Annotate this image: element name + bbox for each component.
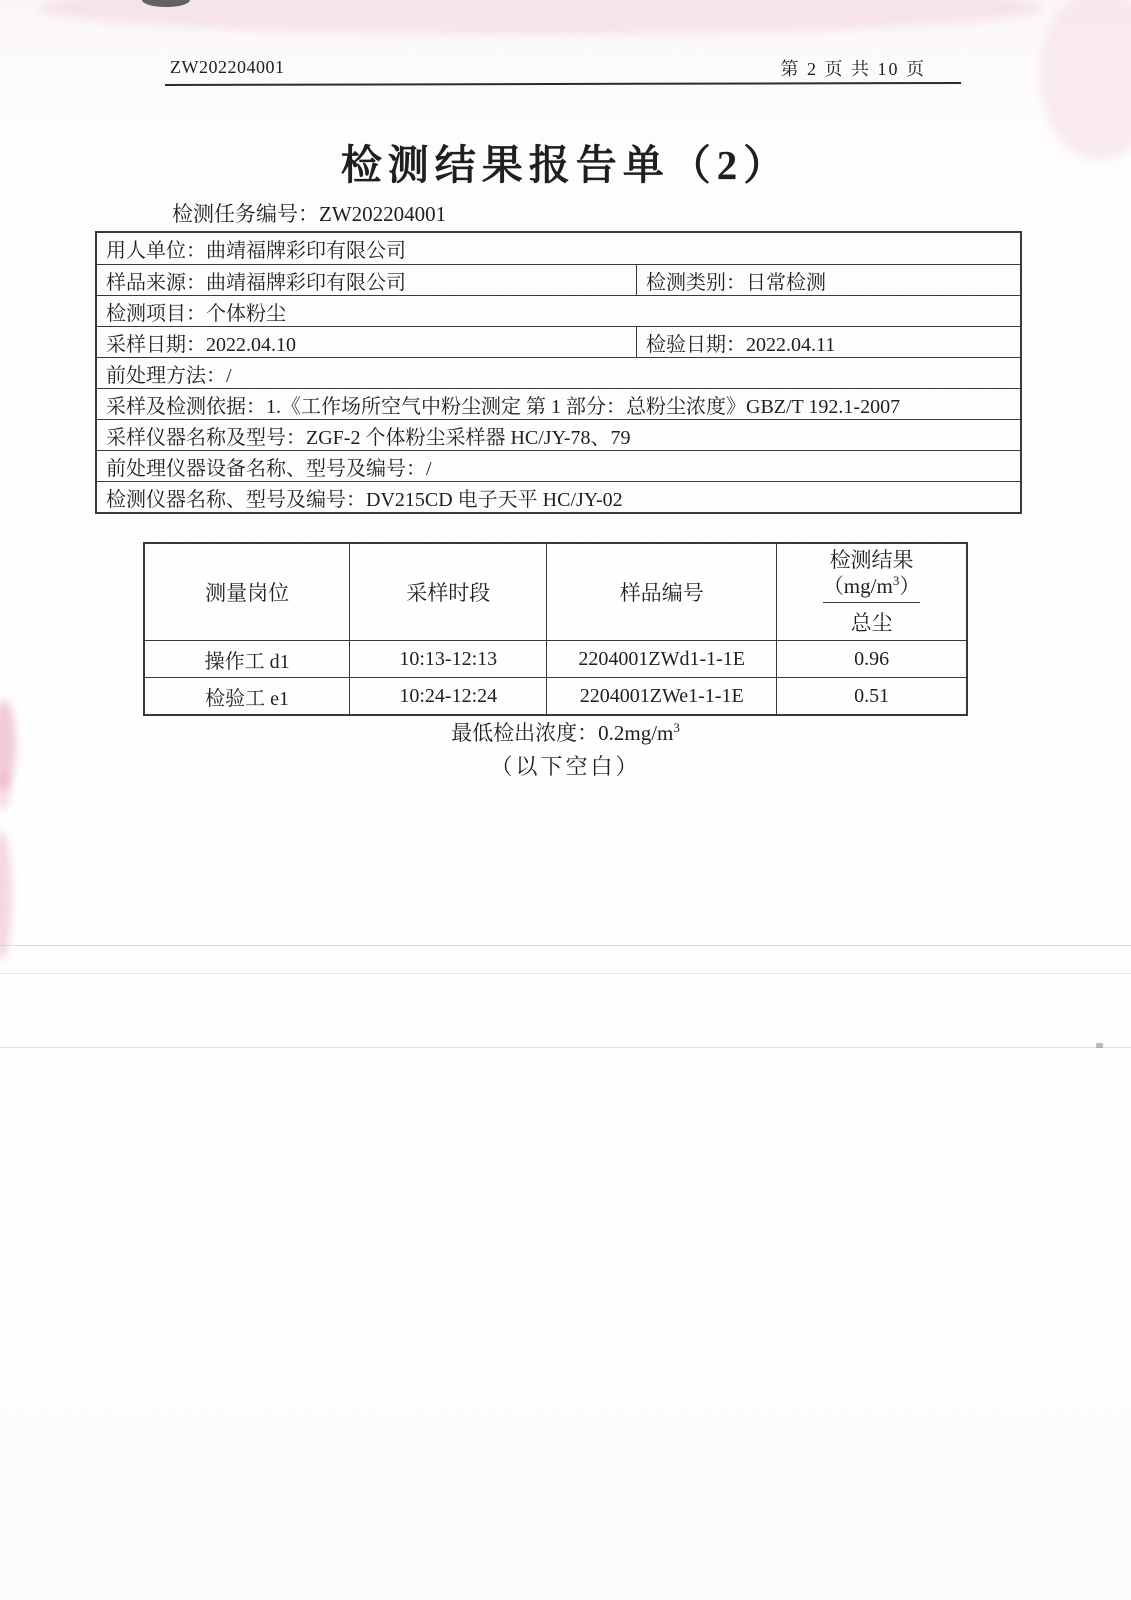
- info-row-test-item: [97, 295, 1020, 326]
- info-table: [95, 231, 1022, 514]
- scan-line-2: [0, 973, 1131, 974]
- info-row-sampling-instrument: [97, 419, 1020, 450]
- info-cell: 采样及检测依据：1.《工作场所空气中粉尘测定 第 1 部分：总粉尘浓度》GBZ/T 192.1-2007: [106, 395, 901, 418]
- document-number: ZW202204001: [170, 57, 285, 77]
- info-row-test-instrument: [97, 481, 1020, 512]
- report-title: 检测结果报告单（2）: [340, 142, 791, 188]
- page-indicator: 第 2 页 共 10 页: [780, 59, 926, 79]
- column-header-position: 测量岗位: [145, 544, 350, 640]
- scan-line-1: [0, 945, 1131, 946]
- column-header-period: 采样时段: [350, 544, 547, 640]
- blank-below-note: （以下空白）: [490, 754, 641, 779]
- table-row: [145, 677, 966, 714]
- scan-bleed-top: [40, 0, 1040, 35]
- cell-sample-id: 2204001ZWd1-1-1E: [547, 641, 777, 677]
- cell-result: 0.96: [854, 647, 890, 670]
- column-header-sample-id: 样品编号: [547, 544, 777, 640]
- cell-sample-id: 2204001ZWe1-1-1E: [547, 678, 777, 714]
- scan-line-3: [0, 1047, 1131, 1048]
- info-cell: 检测仪器名称、型号及编号：DV215CD 电子天平 HC/JY-02: [106, 488, 623, 511]
- results-table: [143, 542, 968, 716]
- scan-speck: [1096, 1043, 1103, 1048]
- info-cell: 前处理方法：/: [106, 364, 232, 387]
- info-row-sample-source: [97, 264, 1020, 295]
- info-cell: 检验日期：2022.04.11: [645, 333, 836, 356]
- column-header-result: [777, 544, 966, 640]
- result-subheader-total-dust: 总尘: [850, 610, 893, 635]
- info-cell: 采样日期：2022.04.10: [97, 327, 637, 357]
- detection-limit-note: 最低检出浓度：$0.2mg/m^3$: [451, 720, 680, 745]
- info-cell: 用人单位：曲靖福牌彩印有限公司: [106, 240, 406, 262]
- cell-period: 10:24-12:24: [350, 678, 547, 714]
- result-header-title: [823, 544, 921, 603]
- info-row-employer: [97, 233, 1020, 264]
- results-table-header: [145, 544, 966, 640]
- info-cell: 前处理仪器设备名称、型号及编号：/: [106, 457, 432, 480]
- cell-period: 10:13-12:13: [350, 641, 547, 677]
- info-cell: 采样仪器名称及型号：ZGF-2 个体粉尘采样器 HC/JY-78、79: [106, 426, 631, 449]
- task-number-line: 检测任务编号：ZW202204001: [172, 202, 447, 226]
- info-cell: 检测项目：个体粉尘: [106, 302, 286, 325]
- info-row-pretreatment: [97, 357, 1020, 388]
- info-row-method-basis: [97, 388, 1020, 419]
- scan-bleed-left-2: [0, 830, 12, 960]
- info-row-pretreatment-instrument: [97, 450, 1020, 481]
- cell-position: 检验工 e1: [145, 678, 350, 714]
- info-row-dates: [97, 326, 1020, 357]
- info-cell: 样品来源：曲靖福牌彩印有限公司: [97, 265, 637, 295]
- info-cell: 检测类别：日常检测: [645, 271, 826, 294]
- result-unit-text: $(mg/m^3)$: [822, 573, 921, 598]
- result-title-text: 检测结果: [829, 548, 914, 572]
- scan-mark-top: [142, 0, 190, 7]
- table-row: [145, 640, 966, 677]
- header-rule: [165, 82, 961, 86]
- cell-position: 操作工 d1: [145, 641, 350, 677]
- cell-result: 0.51: [854, 684, 890, 707]
